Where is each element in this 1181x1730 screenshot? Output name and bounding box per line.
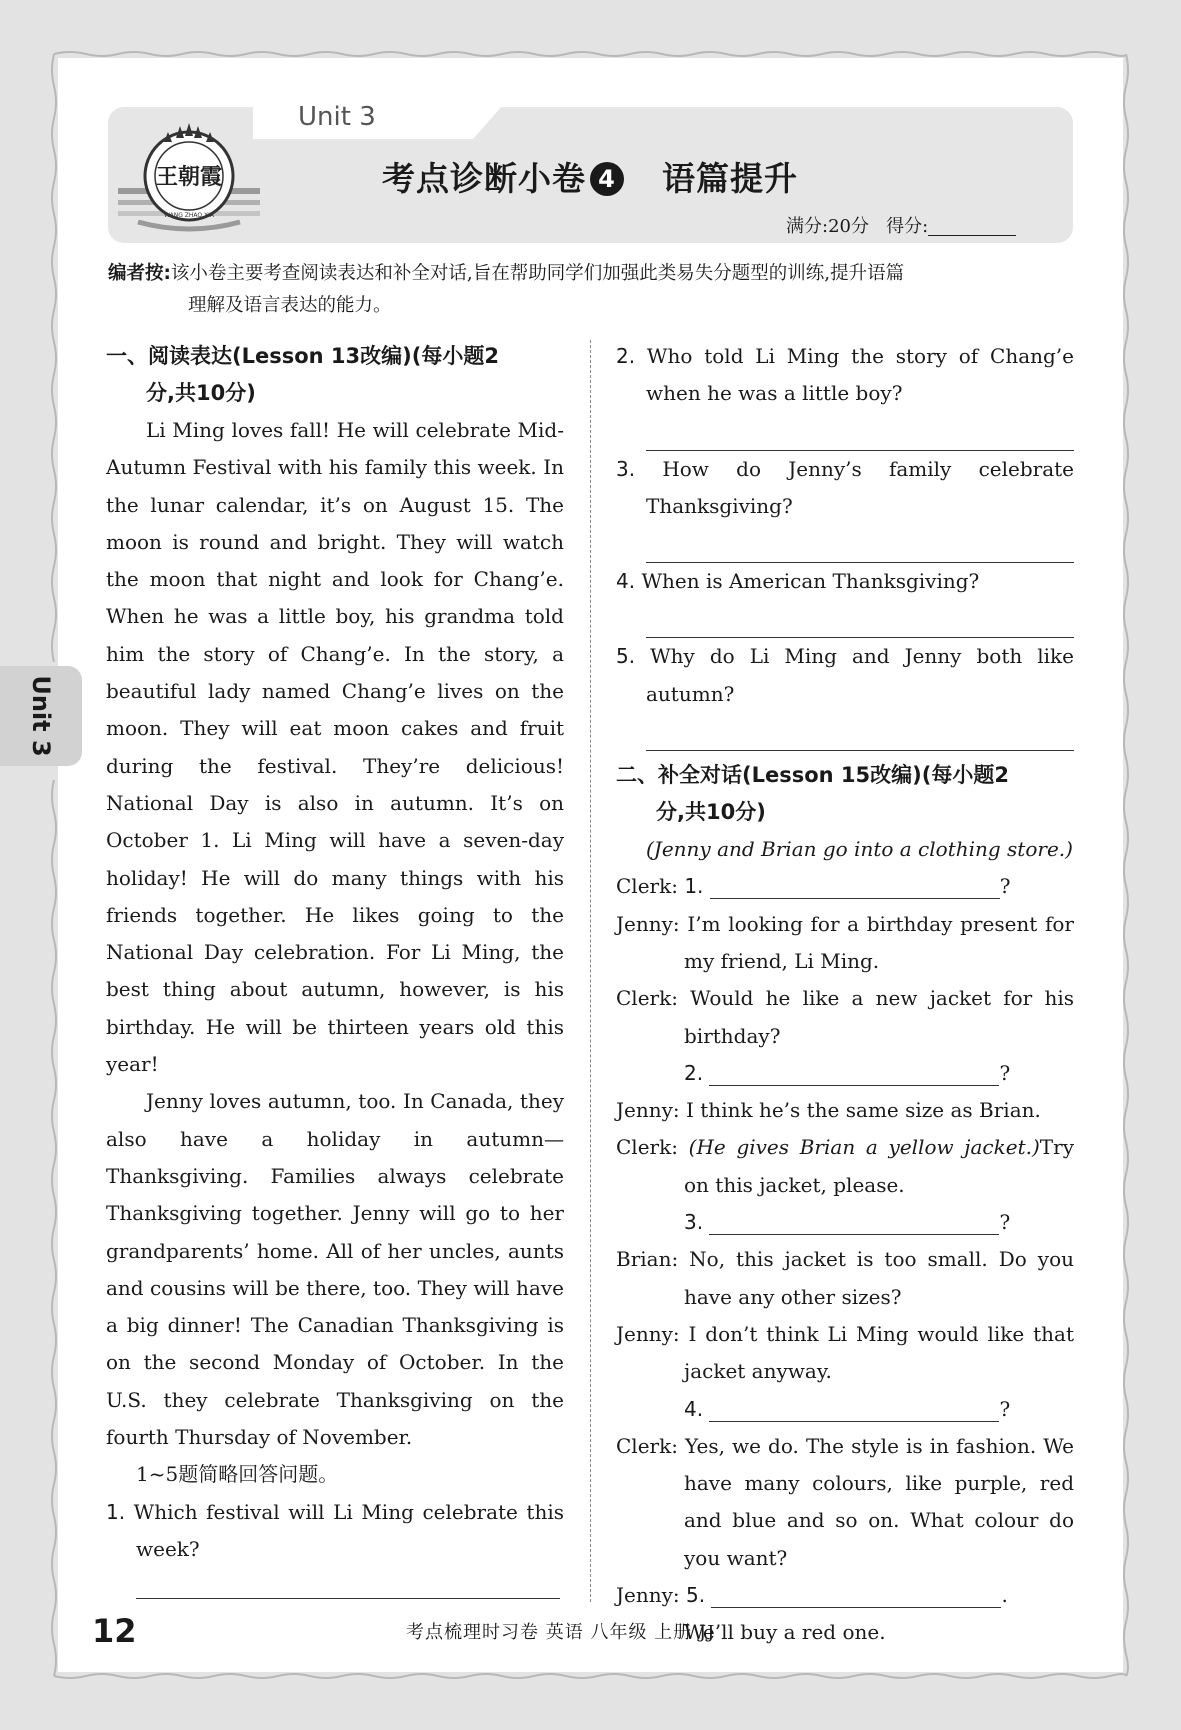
- question-5: 5. Why do Li Ming and Jenny both like autumn?: [616, 644, 1074, 706]
- section1-title-line1: 一、阅读表达(Lesson 13改编)(每小题2: [106, 344, 499, 368]
- editor-note-line2: 理解及语言表达的能力。: [188, 295, 392, 316]
- section1-title: [106, 338, 564, 412]
- publisher-logo: [118, 118, 260, 236]
- dialogue-scene: (Jenny and Brian go into a clothing store.): [646, 837, 1073, 862]
- dialogue-line-7: Jenny: I don’t think Li Ming would like that jacket anyway.: [616, 1321, 1074, 1384]
- dialogue-fill-3: 3. ?: [684, 1210, 1011, 1235]
- column-divider: [590, 340, 591, 1602]
- editor-note: [108, 258, 1074, 322]
- dialogue-line-5: Clerk: (He gives Brian a yellow jacket.)Try on this jacket, please.: [616, 1135, 1074, 1197]
- svg-text:王朝霞: 王朝霞: [155, 164, 223, 190]
- full-score: 满分:20分: [786, 216, 869, 237]
- score-blank[interactable]: [928, 217, 1016, 236]
- page-title: [382, 153, 798, 200]
- answer-line-4[interactable]: [646, 600, 1074, 638]
- title-main: 考点诊断小卷: [382, 159, 586, 198]
- dialogue-blank-5[interactable]: [711, 1583, 1001, 1608]
- passage-paragraph-2: Jenny loves autumn, too. In Canada, they also have a holiday in autumn—Thanksgiving. Families always celebrate Thanksgiving together. Jenny will go to her grandparents’ home. All of her uncles, aunts and cousins will be there, too. They will have a big dinner! The Canadian Thanksgiving is on the second Monday of October. In the U.S. they celebrate Thanksgiving on the fourth Thursday of November.: [106, 1089, 564, 1450]
- reading-section: [106, 338, 564, 1568]
- question-4: 4. When is American Thanksgiving?: [616, 569, 980, 594]
- dialogue-line-9-cont: We’ll buy a red one.: [684, 1620, 886, 1645]
- dialogue-line-6: Brian: No, this jacket is too small. Do you have any other sizes?: [616, 1247, 1074, 1309]
- score-line: [786, 212, 1016, 238]
- dialogue-line-8: Clerk: Yes, we do. The style is in fashion. We have many colours, like purple, red and blue and so on. What colour do you want?: [616, 1433, 1075, 1570]
- dialogue-fill-2: 2. ?: [684, 1060, 1011, 1085]
- title-number-badge: 4: [590, 162, 624, 196]
- dialogue-blank-2[interactable]: [709, 1061, 999, 1086]
- svg-text:WANG ZHAO XIA: WANG ZHAO XIA: [164, 212, 214, 219]
- editor-note-line1: 该小卷主要考查阅读表达和补全对话,旨在帮助同学们加强此类易失分题型的训练,提升语篇: [170, 263, 905, 284]
- answer-line-3[interactable]: [646, 525, 1074, 563]
- unit-label: Unit 3: [298, 102, 376, 132]
- question-2: 2. Who told Li Ming the story of Chang’e when he was a little boy?: [616, 344, 1074, 406]
- section2-title: [616, 757, 1074, 831]
- unit-side-tab: Unit 3: [0, 666, 82, 766]
- question-1: 1. Which festival will Li Ming celebrate this week?: [106, 1499, 565, 1561]
- passage-paragraph-1: Li Ming loves fall! He will celebrate Mid-Autumn Festival with his family this week. In the lunar calendar, it’s on August 15. The moon is round and bright. They will watch the moon that night and look for Chang’e. When he was a little boy, his grandma told him the story of Chang’e. In the story, a beautiful lady named Chang’e lives on the moon. They will eat moon cakes and fruit during the festival. They’re delicious! National Day is also in autumn. It’s on October 1. Li Ming will have a seven-day holiday! He will do many things with his friends together. He likes going to the National Day celebration. For Li Ming, the best thing about autumn, however, is his birthday. He will be thirteen years old this year!: [106, 418, 564, 1077]
- title-sub: 语篇提升: [662, 159, 798, 198]
- section2-title-line1: 二、补全对话(Lesson 15改编)(每小题2: [616, 763, 1009, 788]
- section2-title-line2: 分,共10分): [656, 800, 766, 825]
- dialogue-blank-3[interactable]: [709, 1210, 999, 1235]
- dialogue-line-4: Jenny: I think he’s the same size as Brian.: [616, 1098, 1041, 1123]
- score-label: 得分:: [886, 216, 929, 237]
- dialogue-line-3: Clerk: Would he like a new jacket for his birthday?: [616, 986, 1074, 1048]
- dialogue-blank-1[interactable]: [710, 874, 1000, 899]
- dialogue-line-9: Jenny: 5. .: [616, 1583, 1008, 1608]
- answer-line-5[interactable]: [646, 713, 1074, 751]
- editor-note-label: 编者按:: [108, 263, 171, 284]
- dialogue-blank-4[interactable]: [709, 1397, 999, 1422]
- dialogue-fill-4: 4. ?: [684, 1396, 1011, 1421]
- answer-line-1[interactable]: [136, 1598, 560, 1599]
- dialogue-line-2: Jenny: I’m looking for a birthday present for my friend, Li Ming.: [616, 911, 1074, 973]
- dialogue-line-1: Clerk: 1. ?: [616, 874, 1011, 899]
- question-3: 3. How do Jenny’s family celebrate Thanksgiving?: [616, 456, 1075, 518]
- section1-title-line2: 分,共10分): [146, 381, 256, 405]
- page-number: 12: [92, 1612, 137, 1650]
- right-column: [616, 338, 1074, 1652]
- instruction: 1~5题简略回答问题。: [136, 1462, 339, 1487]
- answer-line-2[interactable]: [646, 413, 1074, 451]
- footer-book-info: 考点梳理时习卷 英语 八年级 上册 JJ: [406, 1622, 716, 1643]
- unit-tab-notch: [253, 105, 503, 139]
